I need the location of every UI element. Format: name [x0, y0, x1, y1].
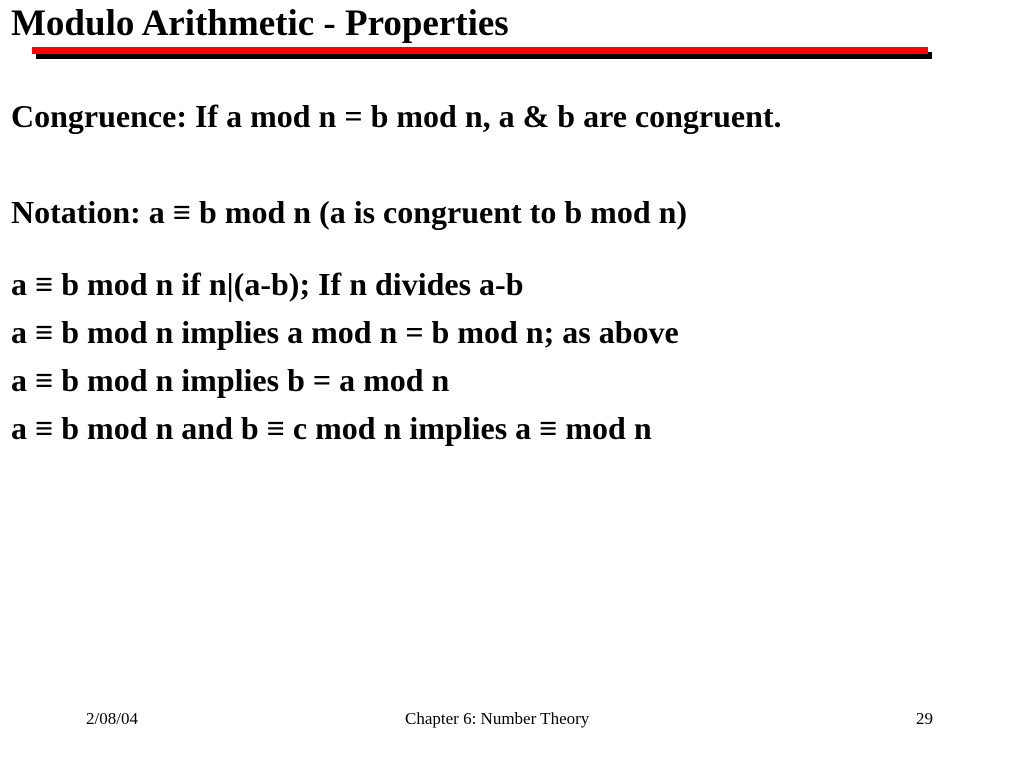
footer-page-number: 29: [916, 709, 933, 728]
property-line-2: a ≡ b mod n implies a mod n = b mod n; as above: [11, 314, 679, 350]
notation-definition: Notation: a ≡ b mod n (a is congruent to b mod n): [11, 194, 688, 230]
footer-chapter: Chapter 6: Number Theory: [405, 709, 590, 728]
footer-date: 2/08/04: [86, 709, 138, 728]
title-rule: [32, 47, 928, 54]
property-line-4: a ≡ b mod n and b ≡ c mod n implies a ≡ mod n: [11, 410, 652, 446]
slide-title: Modulo Arithmetic - Properties: [11, 3, 509, 44]
property-line-1: a ≡ b mod n if n|(a-b); If n divides a-b: [11, 266, 524, 302]
property-line-3: a ≡ b mod n implies b = a mod n: [11, 362, 450, 398]
congruence-definition: Congruence: If a mod n = b mod n, a & b are congruent.: [11, 98, 782, 134]
